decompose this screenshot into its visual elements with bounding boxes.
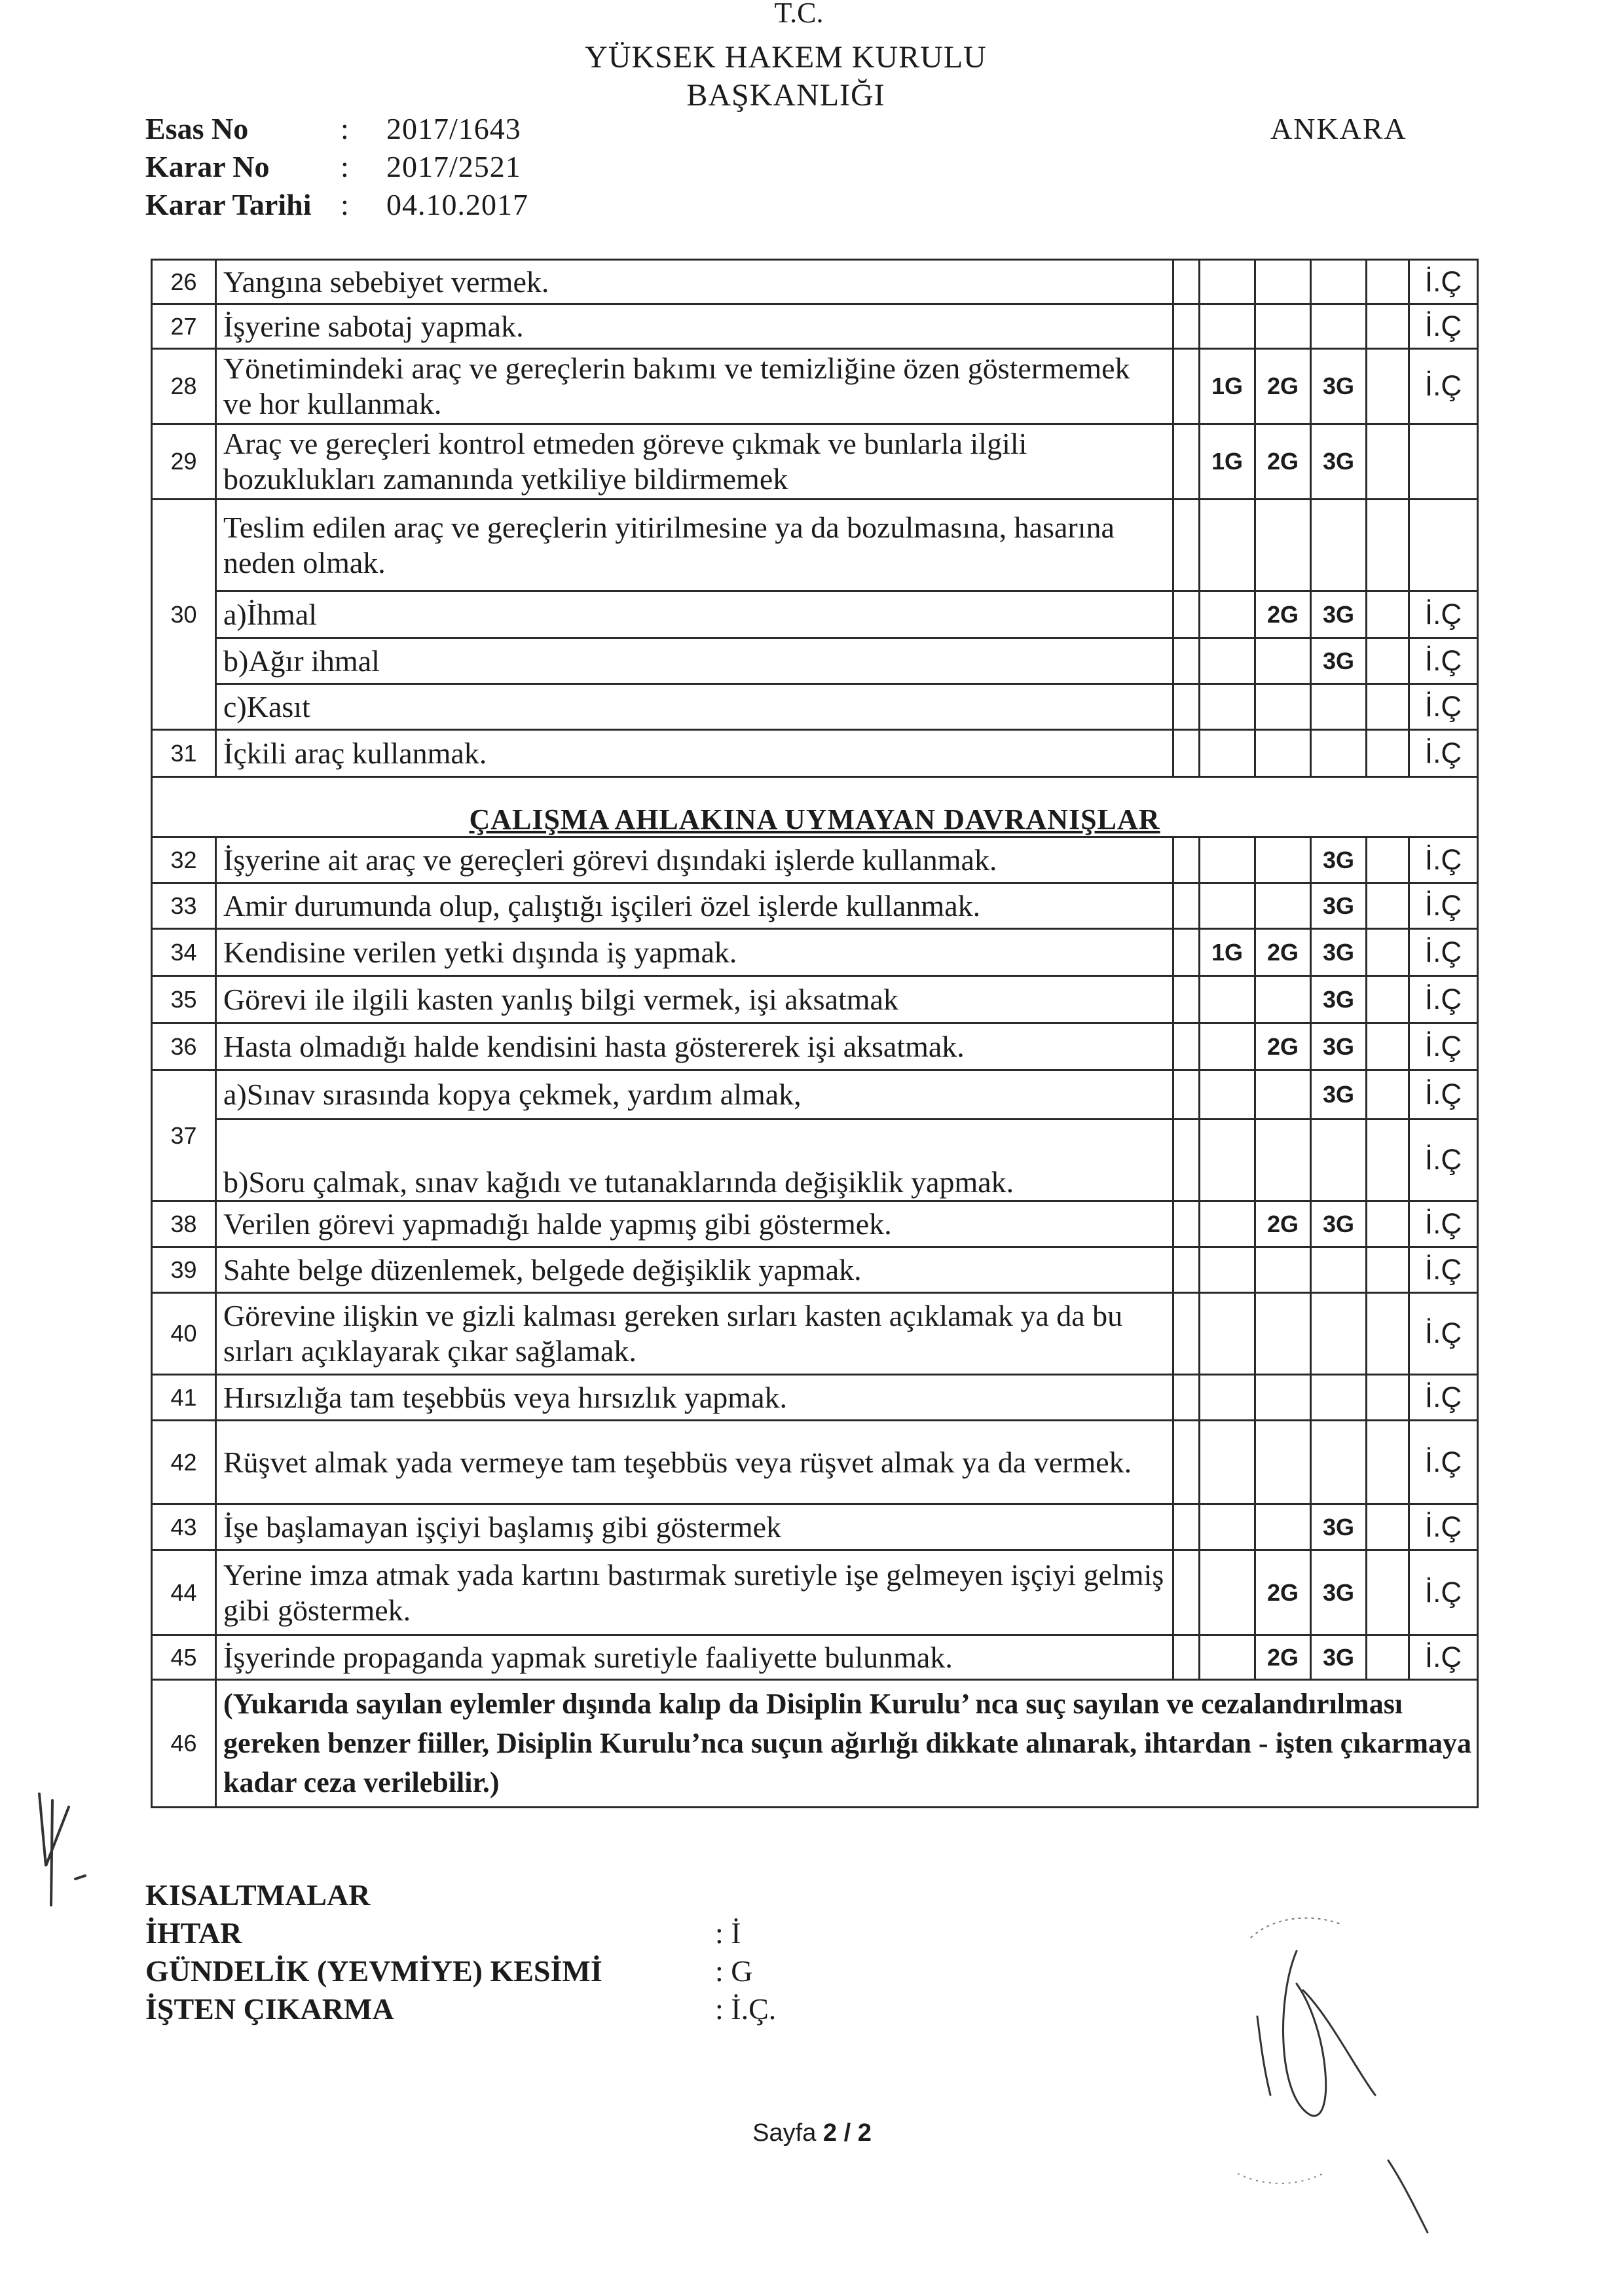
empty-cell [1367,1120,1409,1201]
empty-cell [1409,500,1478,591]
table-row [152,1635,1478,1680]
row-text: İşe başlamayan işçiyi başlamış gibi göstermek [216,1504,1173,1550]
row-text: Yönetimindeki araç ve gereçlerin bakımı ve temizliğine özen göstermemek ve hor kullanmak. [216,349,1173,424]
empty-cell [1311,304,1367,349]
section-header-row [152,777,1478,837]
empty-cell [1367,1375,1409,1421]
page-prefix: Sayfa [752,2119,823,2147]
empty-cell [1173,638,1200,684]
meta-value: 04.10.2017 [386,188,528,221]
result-cell: İ.Ç [1409,1504,1478,1550]
abbreviation-label: İŞTEN ÇIKARMA [145,1992,394,2026]
row-text: Verilen görevi yapmadığı halde yapmış gibi göstermek. [216,1201,1173,1247]
row-number: 35 [152,976,216,1023]
result-cell: İ.Ç [1409,1635,1478,1680]
table-row [152,837,1478,883]
table-row [152,1247,1478,1293]
table-row [152,638,1478,684]
empty-cell [1255,1421,1311,1504]
row-number: 37 [152,1070,216,1201]
penalty-2g: 2G [1255,349,1311,424]
result-cell: İ.Ç [1409,1421,1478,1504]
result-cell: İ.Ç [1409,260,1478,304]
empty-cell [1173,349,1200,424]
abbreviation-value: : G [715,1954,753,1988]
empty-cell [1311,1375,1367,1421]
result-cell: İ.Ç [1409,976,1478,1023]
result-cell: İ.Ç [1409,929,1478,976]
row-number: 38 [152,1201,216,1247]
empty-cell [1311,1120,1367,1201]
empty-cell [1367,260,1409,304]
empty-cell [1200,684,1255,730]
empty-cell [1173,684,1200,730]
row-number: 31 [152,730,216,777]
empty-cell [1409,424,1478,500]
penalty-2g: 2G [1255,424,1311,500]
row-number: 33 [152,883,216,929]
result-cell: İ.Ç [1409,1247,1478,1293]
page-footer [681,2119,943,2147]
row-text: Teslim edilen araç ve gereçlerin yitirilmesine ya da bozulmasına, hasarına neden olmak. [216,500,1173,591]
result-cell: İ.Ç [1409,1070,1478,1120]
table-row [152,260,1478,304]
row-text: Hasta olmadığı halde kendisini hasta göstererek işi aksatmak. [216,1023,1173,1070]
penalty-2g: 2G [1255,929,1311,976]
empty-cell [1255,976,1311,1023]
row-number: 29 [152,424,216,500]
empty-cell [1200,1293,1255,1375]
row-text: Yerine imza atmak yada kartını bastırmak suretiyle işe gelmeyen işçiyi gelmiş gibi göstermek. [216,1550,1173,1635]
empty-cell [1255,1070,1311,1120]
row-subitem-text: a)İhmal [216,591,1173,638]
empty-cell [1367,684,1409,730]
empty-cell [1173,1635,1200,1680]
penalty-2g: 2G [1255,1023,1311,1070]
empty-cell [1255,304,1311,349]
table-row [152,1293,1478,1375]
result-cell: İ.Ç [1409,304,1478,349]
penalty-3g: 3G [1311,1070,1367,1120]
empty-cell [1367,638,1409,684]
result-cell: İ.Ç [1409,349,1478,424]
row-subitem-text: a)Sınav sırasında kopya çekmek, yardım almak, [216,1070,1173,1120]
empty-cell [1173,424,1200,500]
empty-cell [1173,976,1200,1023]
empty-cell [1200,883,1255,929]
empty-cell [1311,500,1367,591]
penalty-2g: 2G [1255,1201,1311,1247]
penalty-3g: 3G [1311,883,1367,929]
penalty-3g: 3G [1311,1201,1367,1247]
empty-cell [1173,260,1200,304]
penalty-3g: 3G [1311,349,1367,424]
empty-cell [1200,1070,1255,1120]
empty-cell [1367,349,1409,424]
penalty-2g: 2G [1255,591,1311,638]
institution-name: YÜKSEK HAKEM KURULU [585,40,987,75]
empty-cell [1367,1201,1409,1247]
empty-cell [1173,1421,1200,1504]
empty-cell [1311,1247,1367,1293]
empty-cell [1173,929,1200,976]
penalty-3g: 3G [1311,591,1367,638]
empty-cell [1200,260,1255,304]
empty-cell [1311,730,1367,777]
row-number: 26 [152,260,216,304]
empty-cell [1200,1421,1255,1504]
empty-cell [1367,1023,1409,1070]
table-row [152,976,1478,1023]
closing-note: (Yukarıda sayılan eylemler dışında kalıp da Disiplin Kurulu’ nca suç sayılan ve cezalandırılması gereken benzer fiiller, Disiplin Kurulu’nca suçun ağırlığı dikkate alınarak, ihtardan - işten çıkarmaya kadar ceza verilebilir.) [216,1680,1478,1808]
empty-cell [1255,883,1311,929]
empty-cell [1173,1120,1200,1201]
empty-cell [1255,1375,1311,1421]
table-row [152,304,1478,349]
empty-cell [1200,1247,1255,1293]
table-row [152,1120,1478,1201]
signature-icon [1179,1899,1454,2239]
empty-cell [1173,1201,1200,1247]
empty-cell [1200,837,1255,883]
table-row [152,1201,1478,1247]
result-cell: İ.Ç [1409,684,1478,730]
result-cell: İ.Ç [1409,1201,1478,1247]
penalty-1g: 1G [1200,929,1255,976]
row-number: 40 [152,1293,216,1375]
abbreviation-row [145,1952,776,1990]
table-row [152,424,1478,500]
row-text: Rüşvet almak yada vermeye tam teşebbüs veya rüşvet almak ya da vermek. [216,1421,1173,1504]
empty-cell [1367,304,1409,349]
result-cell: İ.Ç [1409,837,1478,883]
abbreviation-label: İHTAR [145,1916,242,1950]
empty-cell [1255,1293,1311,1375]
meta-colon: : [341,150,349,183]
empty-cell [1255,730,1311,777]
row-text: Kendisine verilen yetki dışında iş yapmak. [216,929,1173,976]
result-cell: İ.Ç [1409,638,1478,684]
empty-cell [1173,730,1200,777]
penalty-3g: 3G [1311,1023,1367,1070]
row-number: 36 [152,1023,216,1070]
empty-cell [1255,1120,1311,1201]
empty-cell [1255,260,1311,304]
meta-colon: : [341,112,349,145]
empty-cell [1173,1247,1200,1293]
empty-cell [1367,500,1409,591]
empty-cell [1255,1504,1311,1550]
result-cell: İ.Ç [1409,591,1478,638]
row-number: 46 [152,1680,216,1808]
table-row [152,1070,1478,1120]
empty-cell [1367,424,1409,500]
city-label: ANKARA [1270,112,1407,145]
empty-cell [1367,591,1409,638]
institution-subtitle: BAŞKANLIĞI [686,78,885,113]
penalty-3g: 3G [1311,1504,1367,1550]
empty-cell [1200,1120,1255,1201]
result-cell: İ.Ç [1409,730,1478,777]
empty-cell [1173,1550,1200,1635]
table-row [152,1421,1478,1504]
table-row [152,730,1478,777]
empty-cell [1367,1635,1409,1680]
penalty-1g: 1G [1200,349,1255,424]
discipline-table [151,259,1479,1808]
empty-cell [1367,1504,1409,1550]
empty-cell [1173,1293,1200,1375]
table-row [152,1504,1478,1550]
empty-cell [1173,1504,1200,1550]
page-number: 2 / 2 [822,2119,872,2147]
table-row [152,591,1478,638]
section-title: ÇALIŞMA AHLAKINA UYMAYAN DAVRANIŞLAR [152,777,1478,837]
meta-value: 2017/1643 [386,112,521,145]
empty-cell [1173,1375,1200,1421]
meta-row-karar [145,148,528,186]
row-text: İşyerinde propaganda yapmak suretiyle faaliyette bulunmak. [216,1635,1173,1680]
penalty-3g: 3G [1311,976,1367,1023]
empty-cell [1255,1247,1311,1293]
result-cell: İ.Ç [1409,1023,1478,1070]
row-text: Görevi ile ilgili kasten yanlış bilgi vermek, işi aksatmak [216,976,1173,1023]
penalty-1g: 1G [1200,424,1255,500]
result-cell: İ.Ç [1409,1375,1478,1421]
initial-scribble-icon [13,1781,105,1912]
empty-cell [1200,1201,1255,1247]
row-number: 39 [152,1247,216,1293]
empty-cell [1200,500,1255,591]
empty-cell [1173,883,1200,929]
result-cell: İ.Ç [1409,883,1478,929]
empty-cell [1367,1070,1409,1120]
abbreviation-value: : İ [715,1916,741,1950]
empty-cell [1200,1375,1255,1421]
table-row [152,500,1478,591]
row-subitem-text: b)Ağır ihmal [216,638,1173,684]
row-text: İçkili araç kullanmak. [216,730,1173,777]
empty-cell [1173,1023,1200,1070]
row-text: Yangına sebebiyet vermek. [216,260,1173,304]
abbreviations-block [145,1876,776,2028]
empty-cell [1200,304,1255,349]
result-cell: İ.Ç [1409,1293,1478,1375]
table-row [152,1680,1478,1808]
row-number: 44 [152,1550,216,1635]
row-number: 32 [152,837,216,883]
abbreviation-value: : İ.Ç. [715,1992,777,2026]
penalty-3g: 3G [1311,1550,1367,1635]
empty-cell [1173,591,1200,638]
penalty-3g: 3G [1311,424,1367,500]
empty-cell [1367,1293,1409,1375]
empty-cell [1255,638,1311,684]
empty-cell [1255,500,1311,591]
table-row [152,684,1478,730]
row-number: 30 [152,500,216,730]
empty-cell [1311,1293,1367,1375]
result-cell: İ.Ç [1409,1120,1478,1201]
row-text: İşyerine sabotaj yapmak. [216,304,1173,349]
abbreviation-row [145,1990,776,2028]
meta-value: 2017/2521 [386,150,521,183]
empty-cell [1200,976,1255,1023]
row-number: 28 [152,349,216,424]
empty-cell [1255,684,1311,730]
empty-cell [1367,1247,1409,1293]
row-text: Hırsızlığa tam teşebbüs veya hırsızlık yapmak. [216,1375,1173,1421]
meta-row-tarih [145,186,528,224]
empty-cell [1367,883,1409,929]
row-text: Görevine ilişkin ve gizli kalması gereken sırları kasten açıklamak ya da bu sırları açıklayarak çıkar sağlamak. [216,1293,1173,1375]
empty-cell [1367,837,1409,883]
empty-cell [1367,976,1409,1023]
meta-label: Karar Tarihi [145,188,312,221]
table-row [152,1550,1478,1635]
abbreviation-label: GÜNDELİK (YEVMİYE) KESİMİ [145,1954,602,1988]
table-row [152,1375,1478,1421]
penalty-3g: 3G [1311,638,1367,684]
table-row [152,1023,1478,1070]
penalty-3g: 3G [1311,929,1367,976]
empty-cell [1367,1421,1409,1504]
penalty-3g: 3G [1311,1635,1367,1680]
empty-cell [1200,1504,1255,1550]
row-subitem-text: c)Kasıt [216,684,1173,730]
empty-cell [1173,500,1200,591]
row-number: 41 [152,1375,216,1421]
empty-cell [1311,684,1367,730]
empty-cell [1367,1550,1409,1635]
empty-cell [1200,638,1255,684]
empty-cell [1367,730,1409,777]
empty-cell [1173,1070,1200,1120]
row-text: Sahte belge düzenlemek, belgede değişiklik yapmak. [216,1247,1173,1293]
row-text: İşyerine ait araç ve gereçleri görevi dışındaki işlerde kullanmak. [216,837,1173,883]
row-number: 27 [152,304,216,349]
empty-cell [1255,837,1311,883]
meta-colon: : [341,188,349,221]
result-cell: İ.Ç [1409,1550,1478,1635]
empty-cell [1200,591,1255,638]
empty-cell [1311,260,1367,304]
empty-cell [1173,304,1200,349]
meta-label: Karar No [145,150,270,183]
row-text: Amir durumunda olup, çalıştığı işçileri özel işlerde kullanmak. [216,883,1173,929]
row-number: 45 [152,1635,216,1680]
empty-cell [1173,837,1200,883]
meta-row-esas [145,110,528,148]
penalty-2g: 2G [1255,1550,1311,1635]
abbreviations-title: KISALTMALAR [145,1878,371,1912]
table-row [152,349,1478,424]
row-number: 42 [152,1421,216,1504]
abbreviation-row [145,1914,776,1952]
row-number: 43 [152,1504,216,1550]
empty-cell [1200,730,1255,777]
meta-label: Esas No [145,112,249,145]
case-meta [145,110,528,224]
empty-cell [1200,1635,1255,1680]
penalty-3g: 3G [1311,837,1367,883]
table-row [152,929,1478,976]
row-number: 34 [152,929,216,976]
top-mark: T.C. [774,0,824,29]
empty-cell [1367,929,1409,976]
empty-cell [1311,1421,1367,1504]
table-row [152,883,1478,929]
penalty-2g: 2G [1255,1635,1311,1680]
row-text: Araç ve gereçleri kontrol etmeden göreve çıkmak ve bunlarla ilgili bozuklukları zamanında yetkiliye bildirmemek [216,424,1173,500]
row-subitem-text: b)Soru çalmak, sınav kağıdı ve tutanaklarında değişiklik yapmak. [216,1120,1173,1201]
empty-cell [1200,1023,1255,1070]
empty-cell [1200,1550,1255,1635]
